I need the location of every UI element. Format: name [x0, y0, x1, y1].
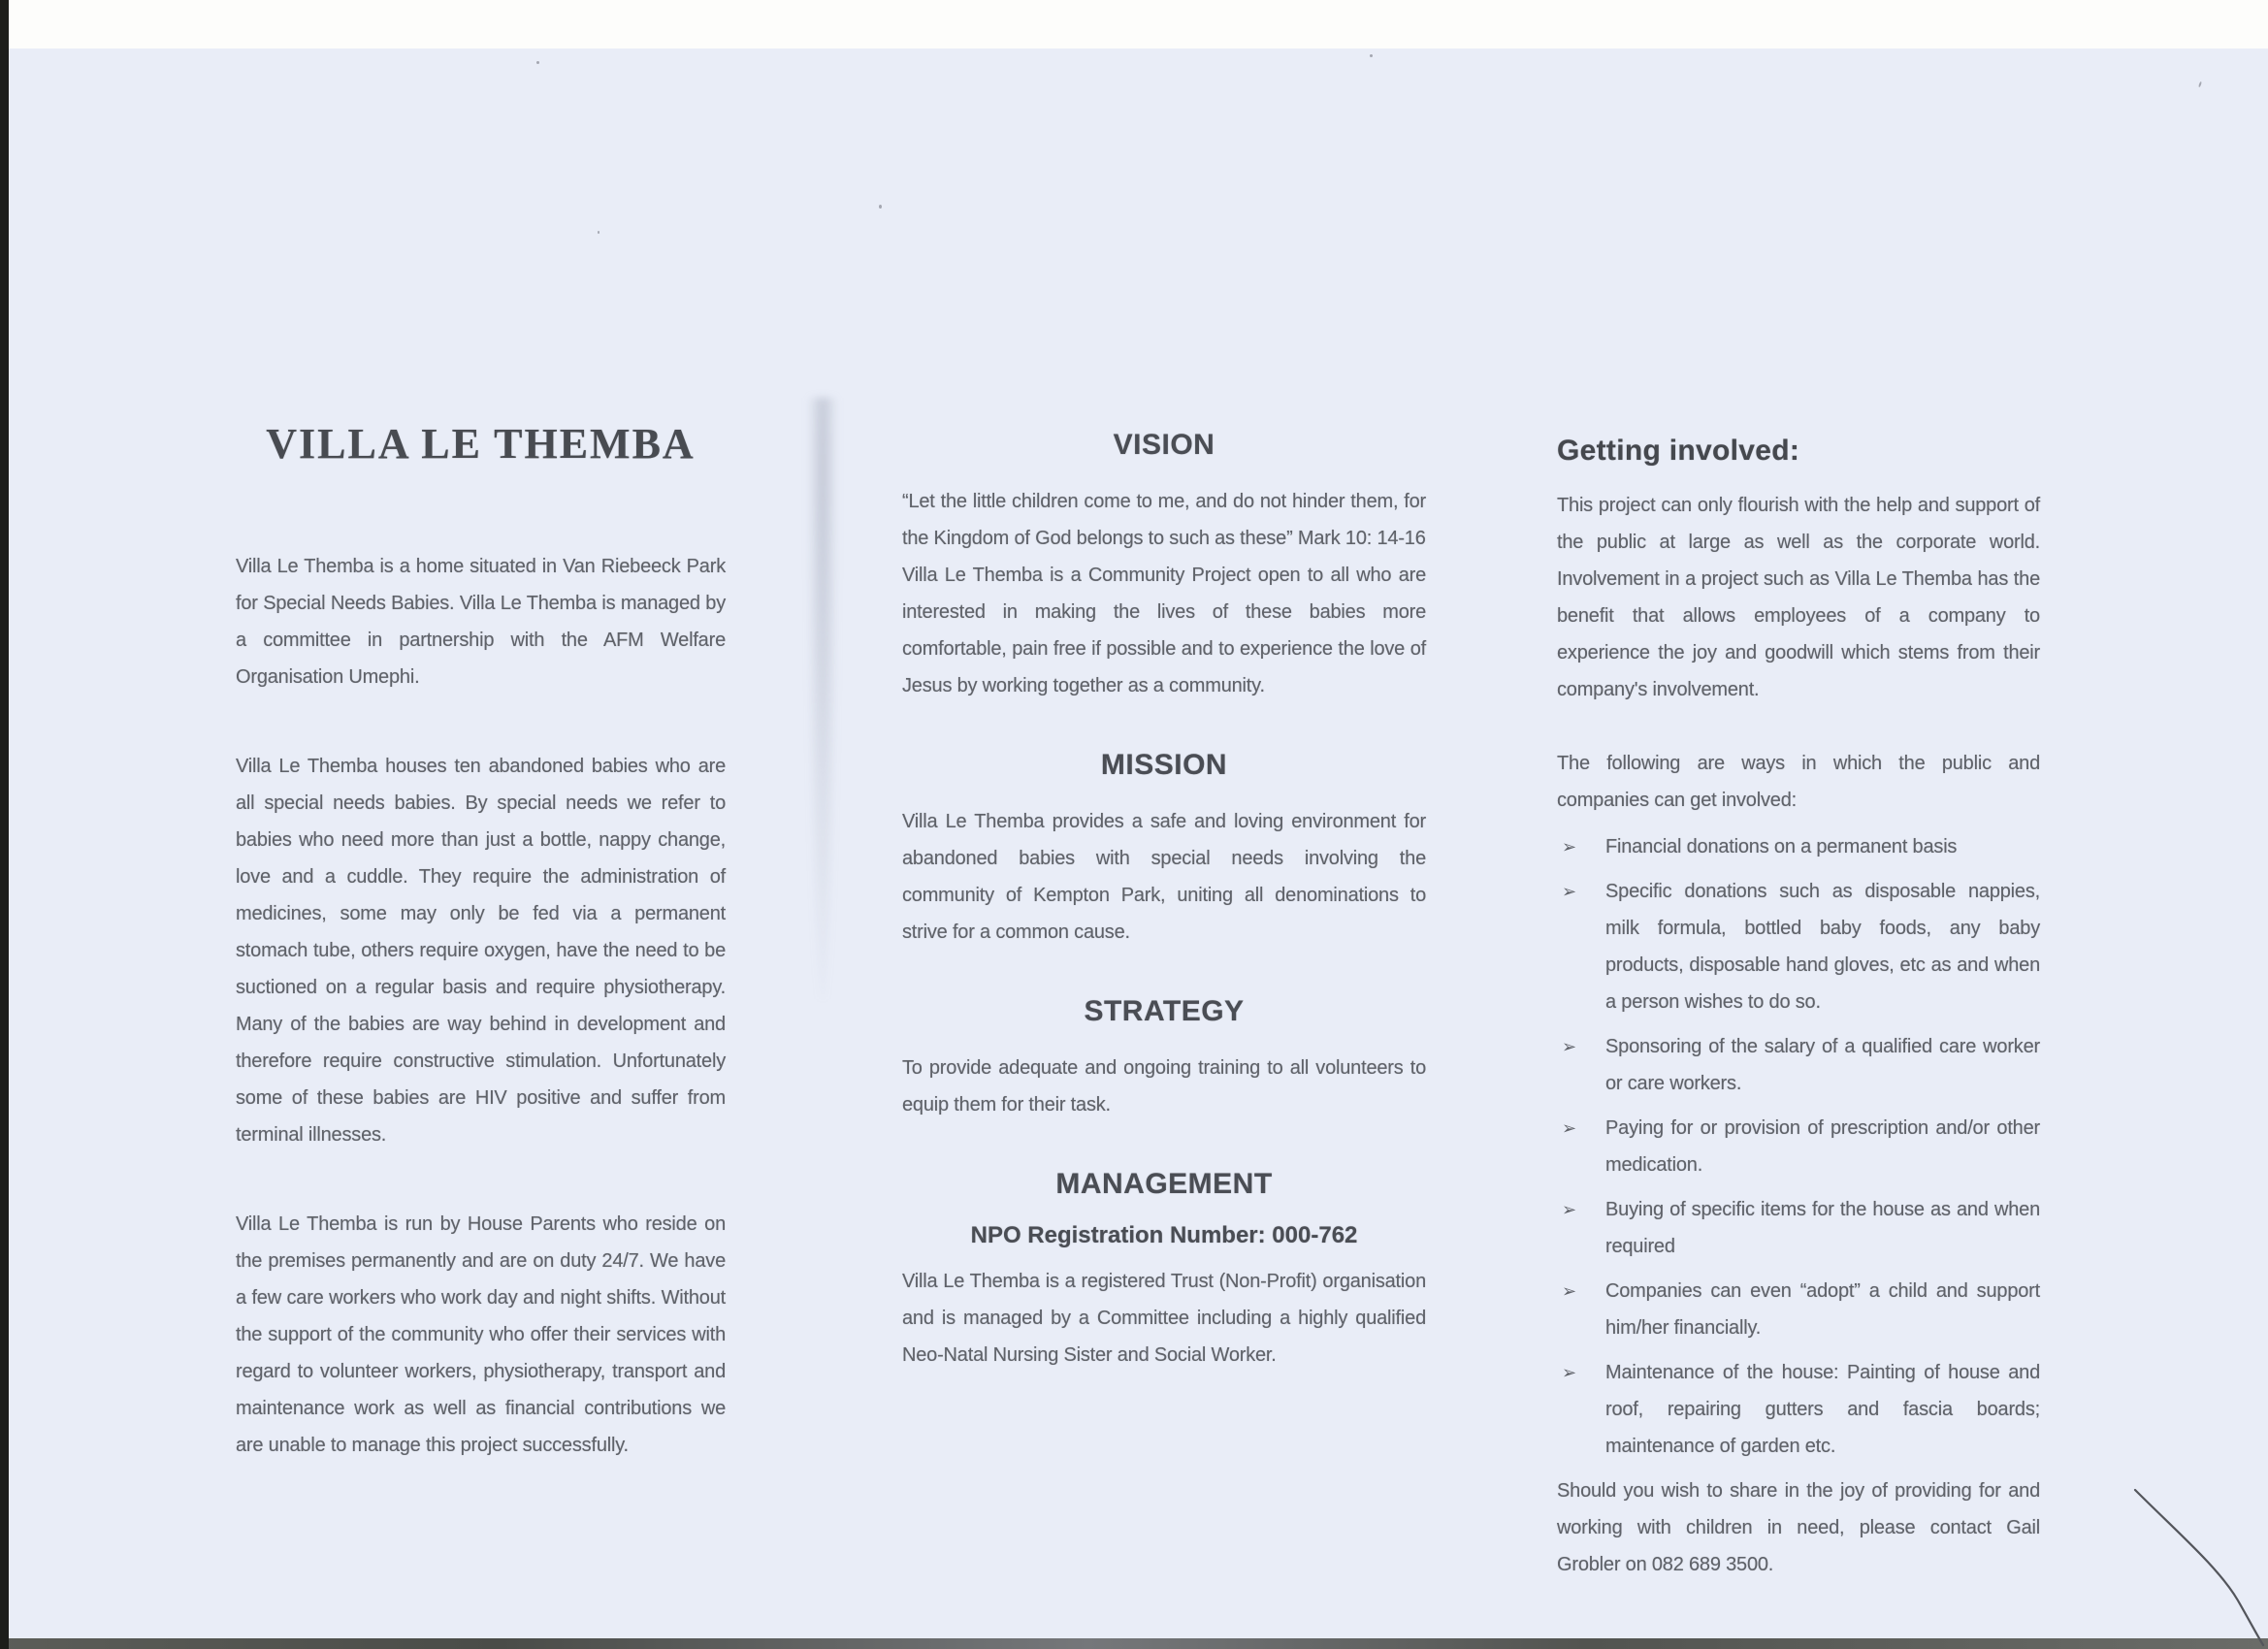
management-section [902, 1168, 1426, 1374]
bullet-financial-donations: Financial donations on a permanent basis [1605, 836, 1958, 857]
bullet-sponsoring-salary: Sponsoring of the salary of a qualified care worker or care workers. [1605, 1036, 2040, 1094]
list-item [1557, 1354, 2040, 1465]
list-item [1557, 1110, 2040, 1183]
arrow-bullet-icon: ➢ [1562, 882, 1577, 901]
mission-section [902, 749, 1426, 951]
scan-speck [536, 61, 539, 64]
vision-text: Villa Le Themba is a Community Project open to all who are interested in making the lives of these babies more comfortable, pain free if possible and to experience the love of Jesus by working together as a community. [902, 565, 1426, 696]
arrow-bullet-icon: ➢ [1562, 1200, 1577, 1219]
list-item [1557, 828, 2040, 865]
mission-heading: MISSION [1100, 749, 1228, 781]
npo-registration-number: NPO Registration Number: 000-762 [970, 1222, 1358, 1248]
strategy-text: To provide adequate and ongoing training to all volunteers to equip them for their task. [902, 1057, 1426, 1116]
bullet-prescription-medication: Paying for or provision of prescription and/or other medication. [1605, 1117, 2040, 1176]
intro-paragraph: Villa Le Themba is a home situated in Van Riebeeck Park for Special Needs Babies. Villa Le Themba is managed by a committee in partnership with the AFM Welfare Organisation Umephi. [236, 556, 726, 688]
getting-involved-intro: This project can only flourish with the help and support of the public at large as well as the corporate world. Involvement in a project such as Villa Le Themba has the benefit that allows employees of a company to experience the joy and goodwill which stems from their company's involvement. [1557, 495, 2040, 700]
scan-speck [2198, 81, 2202, 87]
scanner-edge-bar [0, 0, 9, 1649]
scan-speck [879, 205, 882, 209]
column-middle [902, 429, 1426, 1418]
vision-quote: “Let the little children come to me, and do not hinder them, for the Kingdom of God belongs to such as these” Mark 10: 14-16 [902, 491, 1426, 549]
scan-bottom-edge [0, 1638, 2268, 1649]
pen-mark [2129, 1482, 2268, 1649]
arrow-bullet-icon: ➢ [1562, 1037, 1577, 1056]
mission-text: Villa Le Themba provides a safe and loving environment for abandoned babies with special needs involving the community of Kempton Park, uniting all denominations to strive for a common cause. [902, 811, 1426, 943]
strategy-heading: STRATEGY [1084, 995, 1245, 1027]
management-text: Villa Le Themba is a registered Trust (Non-Profit) organisation and is managed by a Committee including a highly qualified Neo-Natal Nursing Sister and Social Worker. [902, 1271, 1426, 1366]
list-item [1557, 1273, 2040, 1346]
brochure-title: VILLA LE THEMBA [266, 420, 696, 468]
babies-paragraph: Villa Le Themba houses ten abandoned babies who are all special needs babies. By special needs we refer to babies who need more than just a bottle, nappy change, love and a cuddle. They require the administration of medicines, some may only be fed via a permanent stomach tube, others require oxygen, have the need to be suctioned on a regular basis and require physiotherapy. Many of the babies are way behind in development and therefore require constructive stimulation. Unfortunately some of these babies are HIV positive and suffer from terminal illnesses. [236, 756, 726, 1146]
bullet-specific-donations: Specific donations such as disposable nappies, milk formula, bottled baby foods, any baby products, disposable hand gloves, etc as and when a person wishes to do so. [1605, 881, 2040, 1013]
arrow-bullet-icon: ➢ [1562, 1118, 1577, 1138]
vision-section [902, 429, 1426, 704]
house-parents-paragraph: Villa Le Themba is run by House Parents who reside on the premises permanently and are on duty 24/7. We have a few care workers who work day and night shifts. Without the support of the community who offer their services with regard to volunteer workers, physiotherapy, transport and maintenance work as well as financial contributions we are unable to manage this project successfully. [236, 1213, 726, 1456]
arrow-bullet-icon: ➢ [1562, 1363, 1577, 1382]
bullet-adopt-child: Companies can even “adopt” a child and support him/her financially. [1605, 1280, 2040, 1339]
list-item [1557, 873, 2040, 1020]
list-item [1557, 1191, 2040, 1265]
fold-crease-shadow [808, 398, 837, 999]
scan-speck [1370, 54, 1373, 57]
column-right [1557, 435, 2040, 1583]
bullet-buying-items: Buying of specific items for the house as and when required [1605, 1199, 2040, 1257]
arrow-bullet-icon: ➢ [1562, 1281, 1577, 1301]
ways-to-get-involved-intro: The following are ways in which the public and companies can get involved: [1557, 753, 2040, 811]
vision-heading: VISION [1113, 429, 1215, 461]
arrow-bullet-icon: ➢ [1562, 837, 1577, 857]
scan-speck [598, 231, 599, 234]
column-left [236, 419, 726, 1464]
contact-paragraph: Should you wish to share in the joy of providing for and working with children in need, please contact Gail Grobler on 082 689 3500. [1557, 1480, 2040, 1575]
list-item [1557, 1028, 2040, 1102]
strategy-section [902, 995, 1426, 1123]
scan-top-margin [0, 0, 2268, 48]
getting-involved-heading: Getting involved: [1557, 435, 1800, 467]
management-heading: MANAGEMENT [1055, 1168, 1273, 1200]
bullet-maintenance-house: Maintenance of the house: Painting of house and roof, repairing gutters and fascia boards; maintenance of garden etc. [1605, 1362, 2040, 1457]
